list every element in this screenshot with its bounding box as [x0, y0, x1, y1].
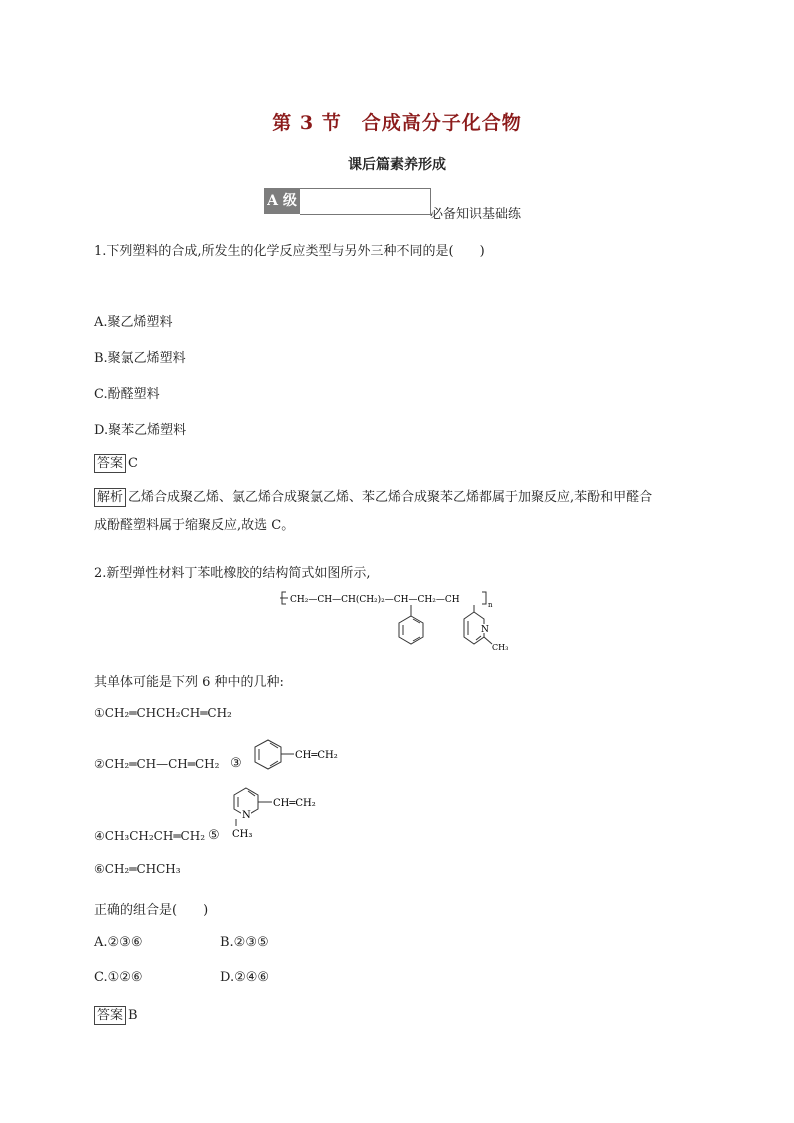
right-bracket: [482, 592, 486, 604]
level-input-box: [300, 188, 431, 215]
monomer-2: ②CH₂═CH—CH═CH₂: [94, 757, 220, 771]
answer-value: C: [128, 456, 138, 471]
question-2-option-b: B.②③⑤: [220, 935, 269, 950]
methyl-group: CH₃: [492, 643, 509, 652]
answer-label-box: 答案: [94, 1006, 126, 1025]
question-1-analysis: [94, 484, 704, 540]
question-1-stem: 1.下列塑料的合成,所发生的化学反应类型与另外三种不同的是( ): [94, 244, 485, 259]
question-1-option-b: B.聚氯乙烯塑料: [94, 351, 186, 366]
vinylpyridine-structure: [222, 782, 342, 844]
methyl-group: CH₃: [232, 829, 253, 840]
question-1-option-a: A.聚乙烯塑料: [94, 315, 173, 330]
answer-value: B: [128, 1008, 138, 1023]
question-2-answer: [94, 1006, 138, 1025]
question-1-answer: [94, 454, 138, 473]
monomer-intro: 其单体可能是下列 6 种中的几种:: [94, 675, 284, 690]
repeat-subscript: n: [488, 601, 493, 609]
analysis-label-box: 解析: [94, 488, 126, 507]
answer-label-box: 答案: [94, 454, 126, 473]
benzene-ring-icon: [255, 740, 281, 769]
analysis-line-2: 成酚醛塑料属于缩聚反应,故选 C。: [94, 518, 295, 533]
page-title: 第 3 节 合成高分子化合物: [272, 112, 522, 134]
monomer-3-number: ③: [230, 756, 242, 771]
ring-nitrogen: N: [242, 810, 251, 821]
question-2-option-a: A.②③⑥: [94, 935, 143, 950]
benzene-ring-icon: [399, 616, 423, 644]
level-label: 必备知识基础练: [430, 207, 522, 222]
question-2-option-d: D.②④⑥: [220, 970, 270, 985]
pyridine-nitrogen: N: [481, 625, 489, 635]
question-2-prompt: 正确的组合是( ): [94, 903, 209, 918]
polymer-structure-diagram: [280, 588, 520, 658]
styrene-structure: [248, 734, 368, 776]
methyl-bond: [484, 637, 492, 644]
question-1-option-d: D.聚苯乙烯塑料: [94, 423, 187, 438]
monomer-5-number: ⑤: [208, 828, 220, 843]
monomer-6: ⑥CH₂═CHCH₃: [94, 862, 181, 876]
page-subtitle: 课后篇素养形成: [348, 157, 446, 173]
analysis-line-1: 乙烯合成聚乙烯、氯乙烯合成聚氯乙烯、苯乙烯合成聚苯乙烯都属于加聚反应,苯酚和甲醛合: [128, 490, 653, 505]
level-badge: A 级: [264, 188, 300, 214]
monomer-4: ④CH₃CH₂CH═CH₂: [94, 829, 205, 843]
question-1-option-c: C.酚醛塑料: [94, 387, 160, 402]
monomer-1: ①CH₂═CHCH₂CH═CH₂: [94, 706, 232, 720]
vinyl-group: CH═CH₂: [273, 798, 316, 809]
question-2-stem: 2.新型弹性材料丁苯吡橡胶的结构简式如图所示,: [94, 566, 371, 581]
question-2-option-c: C.①②⑥: [94, 970, 143, 985]
vinyl-group: CH═CH₂: [295, 750, 338, 761]
polymer-chain: CH₂—CH—CH(CH₂)₂—CH—CH₂—CH: [290, 595, 460, 605]
